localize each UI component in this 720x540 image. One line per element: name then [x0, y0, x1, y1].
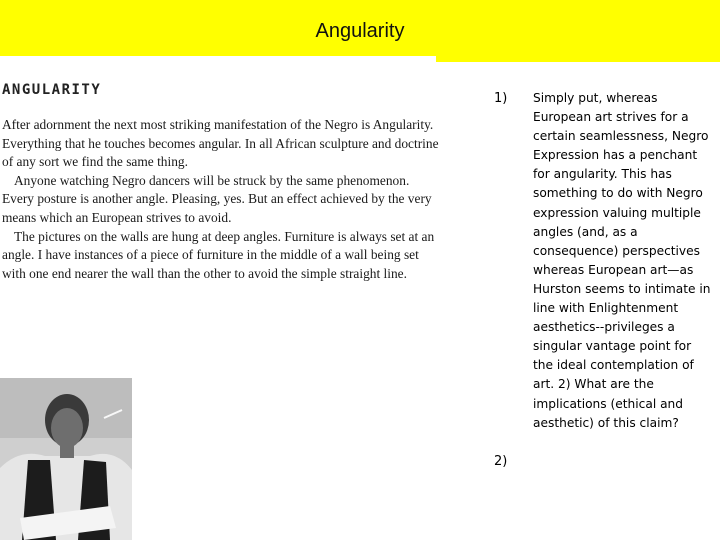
- list-number-2: 2): [494, 454, 508, 469]
- portrait-photo-icon: [0, 378, 132, 540]
- list-number-1: 1): [494, 91, 508, 106]
- answer-text: Simply put, whereas European art strives for a certain seamlessness, Negro Expression has a penchant for angularity. This has something to do with Negro expression valuing multiple angles (and, as a consequence) perspectives whereas European art—as Hurston seems to intimate in line with Enlightenment aesthetics--privileges a singular vantage point for the ideal contemplation of art. 2) What are the implications (ethical and aesthetic) of this claim?: [533, 91, 711, 430]
- portrait-photo: [0, 378, 132, 540]
- excerpt-body: [2, 116, 440, 283]
- excerpt-paragraph: After adornment the next most striking manifestation of the Negro is Angularity. Everything that he touches becomes angular. In all African sculpture and doctrine of any sort we find the same thing.: [2, 117, 439, 170]
- excerpt-paragraph: The pictures on the walls are hung at deep angles. Furniture is always set at an angle. I have instances of a piece of furniture in the middle of a wall being set with one end nearer the wall than the other to avoid the simple straight line.: [2, 228, 435, 281]
- excerpt-heading: ANGULARITY: [2, 82, 102, 98]
- excerpt-paragraph: Anyone watching Negro dancers will be struck by the same phenomenon. Every posture is another angle. Pleasing, yes. But an effect achieved by the very means which an European strives to avoid.: [2, 172, 432, 225]
- slide-title: Angularity: [315, 20, 405, 42]
